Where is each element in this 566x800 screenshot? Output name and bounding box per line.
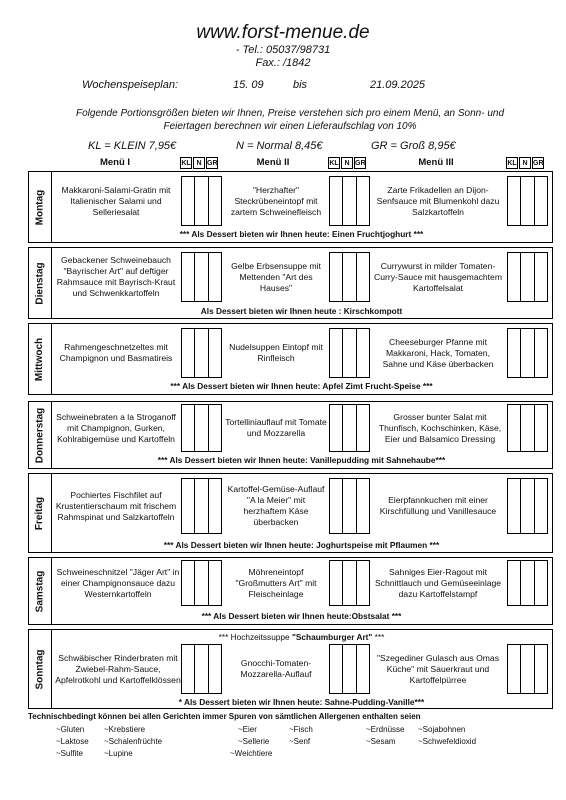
dessert-note: *** Als Dessert bieten wir Ihnen heute: Joghurtspeise mit Pflaumen ***: [163, 540, 440, 550]
menu1-dish: Rahmengeschnetzeltes mit Champignon und Basmatireis: [59, 342, 173, 363]
order-boxes-menu1[interactable]: [181, 644, 221, 694]
date-from: 15. 09: [233, 79, 264, 91]
day-thursday: [28, 401, 553, 469]
menu3-dish: Eierpfannkuchen mit einer Kirschfüllung und Vanillesauce: [379, 495, 497, 516]
menu1-dish: Schwäbischer Rinderbraten mit Zwiebel-Rahm-Sauce, Apfelrotkohl und Kartoffelklössen: [55, 652, 181, 685]
allergen-item: ~Sulfite: [56, 749, 83, 758]
order-boxes-menu2[interactable]: [329, 328, 369, 378]
gr-header: GR: [206, 157, 218, 169]
day-friday: [28, 473, 553, 553]
day-wednesday: [28, 323, 553, 395]
allergen-item: ~Fisch: [289, 725, 313, 734]
menu2-header: Menü II: [256, 157, 290, 168]
menu2-dish: Möhreneintopf "Großmutters Art" mit Fleischeinlage: [235, 566, 317, 599]
allergen-item: ~Senf: [289, 737, 311, 746]
n-header: N: [193, 157, 205, 169]
size-kl: KL = KLEIN 7,95€: [88, 140, 177, 152]
order-boxes-menu3[interactable]: [507, 560, 547, 606]
day-label: Freitag: [34, 496, 46, 530]
dessert-note: *** Als Dessert bieten wir Ihnen heute:Obstsalat ***: [201, 611, 402, 621]
menu2-dish: Gelbe Erbsensuppe mit Mettenden "Art des Hauses": [231, 260, 321, 293]
day-saturday: [28, 557, 553, 625]
sunday-soup: *** Hochzeitssuppe "Schaumburger Art" ***: [218, 632, 385, 642]
allergen-item: ~Sellerie: [238, 737, 270, 746]
menu2-dish: Tortelliniauflauf mit Tomate und Mozzarella: [225, 417, 327, 438]
order-boxes-menu3[interactable]: [507, 252, 547, 302]
allergen-note: Technischbedingt können bei allen Gerichten immer Spuren von sämtlichen Allergenen enthalten seien: [28, 712, 421, 721]
menu2-dish: "Herzhafter" Steckrübeneintopf mit zartem Schweinefleisch: [230, 184, 322, 217]
order-boxes-menu2[interactable]: [329, 176, 369, 226]
order-boxes-menu3[interactable]: [507, 404, 547, 452]
menu3-dish: "Szegediner Gulasch aus Omas Küche" mit Sauerkraut und Kartoffelpürree: [377, 652, 499, 685]
allergen-item: ~Lupine: [104, 749, 133, 758]
menu3-dish: Grosser bunter Salat mit Thunfisch, Kochschinken, Käse, Eier und Balsamico Dressing: [378, 411, 502, 444]
date-bis: bis: [293, 79, 308, 91]
intro-text: Folgende Portionsgrößen bieten wir Ihnen, Preise verstehen sich pro einem Menü, an Sonn- und Feiertagen berechnen wir einen Lieferaufschlag von 10%: [75, 108, 505, 132]
order-boxes-menu2[interactable]: [329, 404, 369, 452]
plan-label: Wochenspeiseplan:: [82, 79, 179, 91]
menu2-dish: Gnocchi-Tomaten-Mozzarella-Auflauf: [240, 658, 312, 679]
order-boxes-menu2[interactable]: [329, 560, 369, 606]
order-boxes-menu1[interactable]: [181, 176, 221, 226]
order-boxes-menu1[interactable]: [181, 252, 221, 302]
day-tuesday: [28, 247, 553, 319]
allergen-item: ~Sojabohnen: [418, 725, 466, 734]
allergen-item: ~Schwefeldioxid: [418, 737, 477, 746]
menu3-dish: Cheeseburger Pfanne mit Makkaroni, Hack, Tomaten, Sahne und Käse überbacken: [382, 336, 494, 369]
order-boxes-menu3[interactable]: [507, 328, 547, 378]
day-label: Samstag: [34, 570, 46, 612]
allergen-item: ~Erdnüsse: [366, 725, 405, 734]
dessert-note: *** Als Dessert bieten wir Ihnen heute: Apfel Zimt Frucht-Speise ***: [170, 381, 433, 391]
menu3-header: Menü III: [418, 157, 454, 168]
dessert-note: Als Dessert bieten wir Ihnen heute : Kirschkompott: [200, 306, 403, 316]
allergen-item: ~Weichtiere: [230, 749, 273, 758]
allergen-item: ~Sesam: [366, 737, 396, 746]
menu1-dish: Schweineschnitzel "Jäger Art" in einer Champignonsauce dazu Westernkartoffeln: [56, 566, 180, 599]
menu3-dish: Sahniges Eier-Ragout mit Schnittlauch und Gemüseeinlage dazu Kartoffelstampf: [374, 566, 502, 599]
day-monday: [28, 171, 553, 243]
dessert-note: *** Als Dessert bieten wir Ihnen heute: Einen Fruchtjoghurt ***: [179, 229, 424, 239]
kl-header: KL: [180, 157, 192, 169]
allergen-item: ~Gluten: [56, 725, 85, 734]
order-boxes-menu1[interactable]: [181, 404, 221, 452]
gr-header: GR: [532, 157, 544, 169]
dessert-note: *** Als Dessert bieten wir Ihnen heute: Vanillepudding mit Sahnehaube***: [157, 455, 446, 465]
menu1-dish: Schweinebraten a la Stroganoff mit Champignon, Gurken, Kohlrabigemüse und Kartoffeln: [56, 411, 176, 444]
day-label: Sonntag: [34, 649, 46, 689]
size-n: N = Normal 8,45€: [236, 140, 323, 152]
allergen-item: ~Krebstiere: [104, 725, 146, 734]
telephone: - Tel.: 05037/98731: [235, 44, 331, 56]
n-header: N: [519, 157, 531, 169]
menu1-dish: Makkaroni-Salami-Gratin mit Italienischer Salami und Selleriesalat: [61, 184, 171, 217]
website-title: www.forst-menue.de: [196, 22, 370, 43]
order-boxes-menu3[interactable]: [507, 176, 547, 226]
date-to: 21.09.2025: [370, 79, 426, 91]
order-boxes-menu3[interactable]: [507, 644, 547, 694]
n-header: N: [341, 157, 353, 169]
menu1-header: Menü I: [99, 157, 131, 168]
order-boxes-menu1[interactable]: [181, 478, 221, 534]
day-label: Montag: [34, 189, 46, 225]
day-label: Dienstag: [34, 261, 46, 305]
order-boxes-menu2[interactable]: [329, 252, 369, 302]
day-label: Mittwoch: [34, 337, 46, 381]
day-sunday: [28, 629, 553, 709]
day-label: Donnerstag: [34, 407, 46, 463]
fax: Fax.: /1842: [255, 57, 311, 69]
size-gr: GR = Groß 8,95€: [371, 140, 456, 152]
order-boxes-menu1[interactable]: [181, 328, 221, 378]
allergen-item: ~Schalenfrüchte: [104, 737, 163, 746]
menu3-dish: Zarte Frikadellen an Dijon-Senfsauce mit Blumenkohl dazu Salzkartoffeln: [376, 184, 500, 217]
allergen-item: ~Laktose: [56, 737, 89, 746]
menu1-dish: Gebackener Schweinebauch "Bayrischer Art" auf deftiger Rahmsauce mit Bayrisch-Kraut und Schwenkkartoffeln: [56, 255, 176, 298]
menu1-dish: Pochiertes Fischfilet auf Krustentierschaum mit frischem Rahmspinat und Salzkartoffeln: [55, 489, 177, 522]
order-boxes-menu2[interactable]: [329, 644, 369, 694]
kl-header: KL: [328, 157, 340, 169]
menu2-dish: Nudelsuppen Eintopf mit Rinfleisch: [229, 342, 323, 363]
allergen-item: ~Eier: [238, 725, 257, 734]
menu3-dish: Currywurst in milder Tomaten-Curry-Sauce mit hausgemachtem Kartoffelsalat: [374, 260, 502, 293]
menu2-dish: Kartoffel-Gemüse-Auflauf "A la Meier" mit herzhaftem Käse überbacken: [227, 484, 325, 527]
dessert-note: * Als Dessert bieten wir Ihnen heute: Sahne-Pudding-Vanille***: [178, 697, 425, 707]
order-boxes-menu3[interactable]: [507, 478, 547, 534]
gr-header: GR: [354, 157, 366, 169]
order-boxes-menu2[interactable]: [329, 478, 369, 534]
order-boxes-menu1[interactable]: [181, 560, 221, 606]
kl-header: KL: [506, 157, 518, 169]
